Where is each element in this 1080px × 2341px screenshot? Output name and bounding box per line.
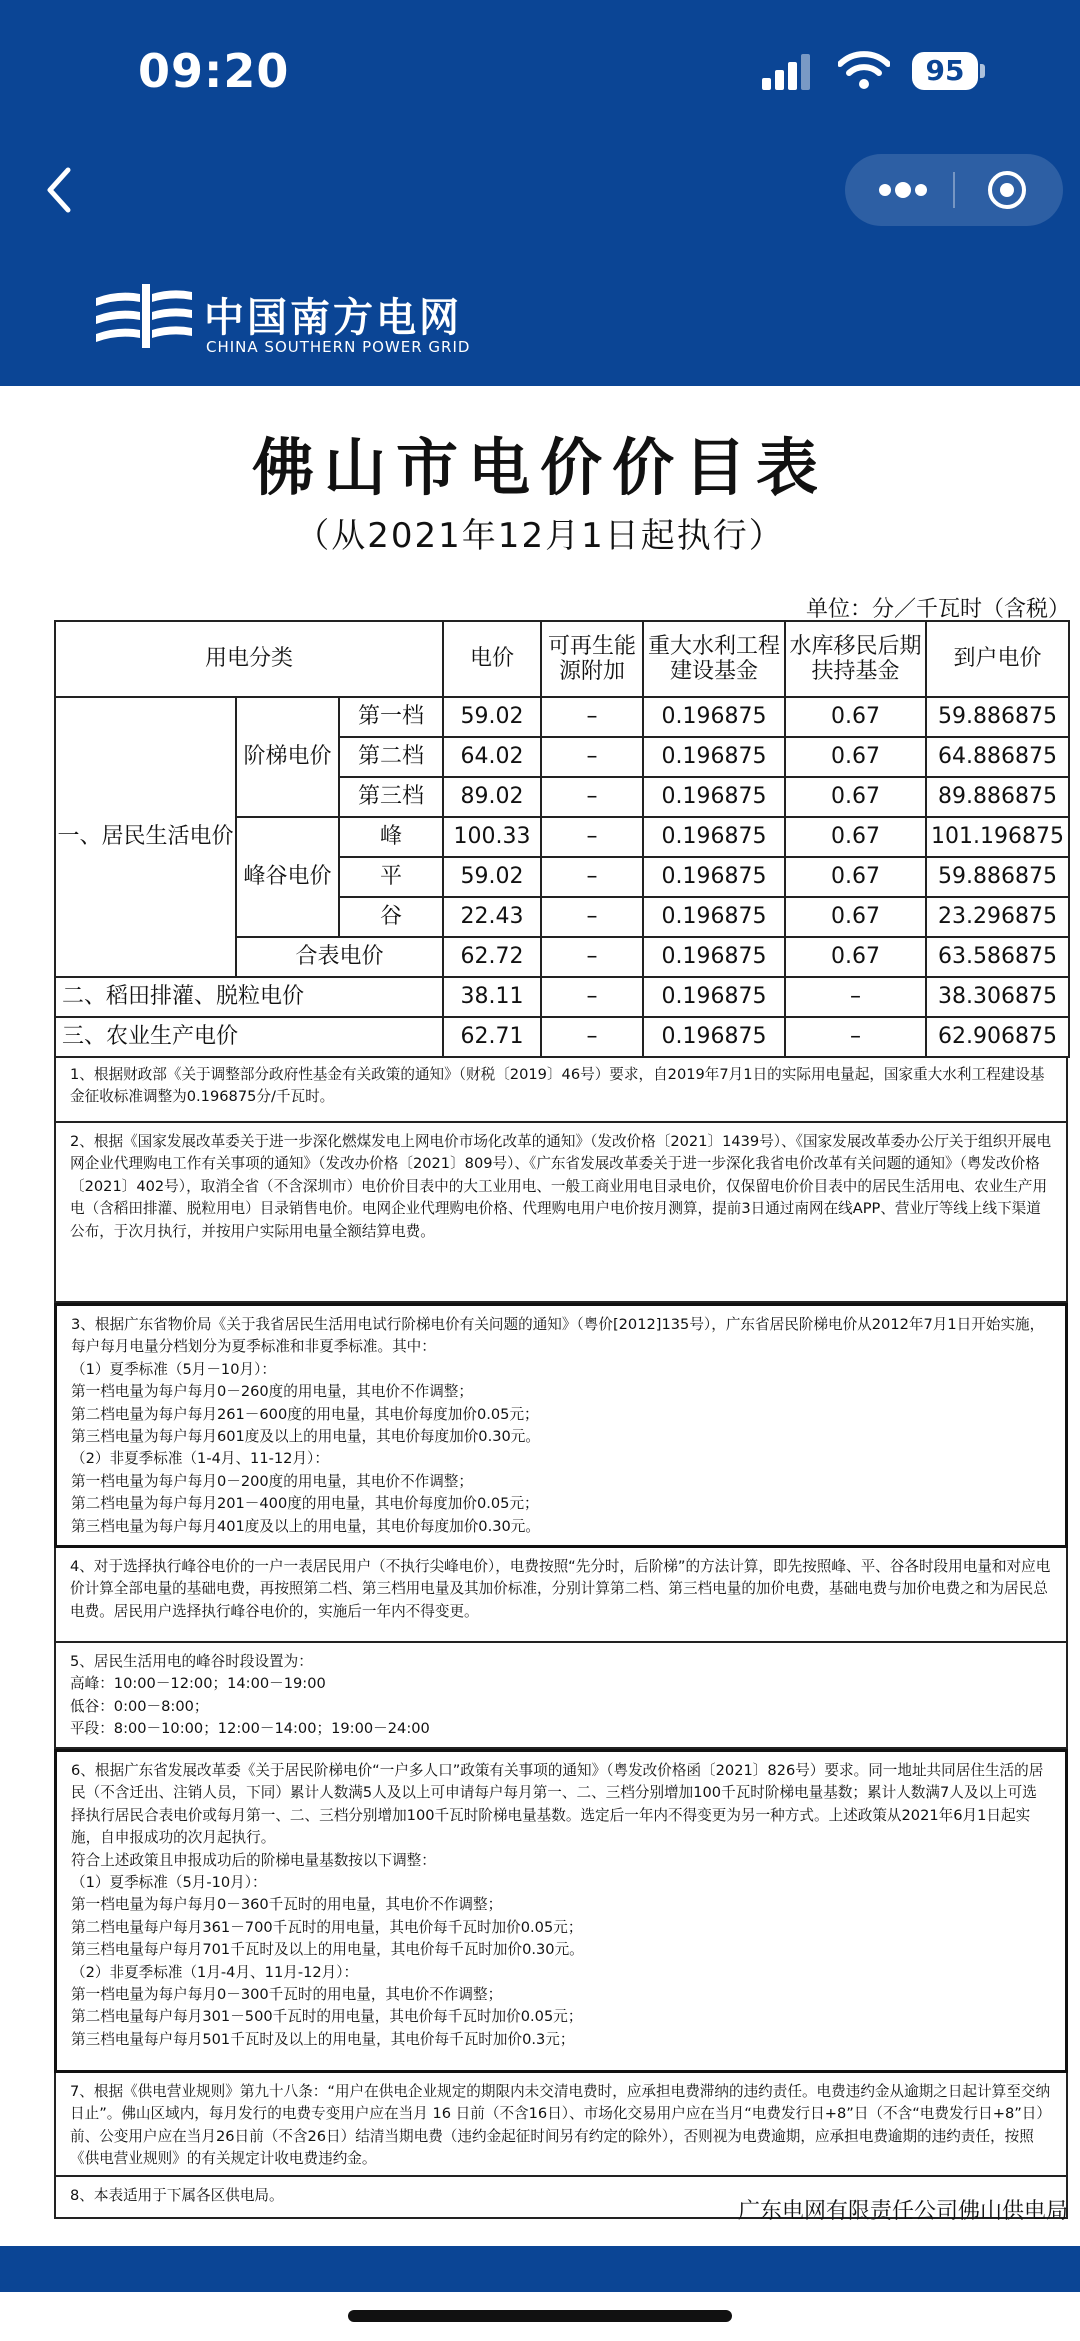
cell-water-fund: 0.196875 bbox=[643, 857, 785, 897]
header-renewable: 可再生能源附加 bbox=[541, 621, 643, 697]
peak-valley-category: 峰谷电价 bbox=[236, 817, 339, 937]
cell-final-price: 101.196875 bbox=[926, 817, 1069, 857]
header-category: 用电分类 bbox=[55, 621, 443, 697]
cell-water-fund: 0.196875 bbox=[643, 777, 785, 817]
resident-category: 一、居民生活电价 bbox=[55, 697, 236, 977]
cell-reservoir-fund: 0.67 bbox=[785, 897, 926, 937]
cell-final-price: 38.306875 bbox=[926, 977, 1069, 1017]
page-subtitle: （从2021年12月1日起执行） bbox=[295, 516, 785, 556]
combined-label: 合表电价 bbox=[236, 937, 443, 977]
header-final-price: 到户电价 bbox=[926, 621, 1069, 697]
cell-renewable: – bbox=[541, 937, 643, 977]
unit-label: 单位：分／千瓦时（含税） bbox=[805, 597, 1070, 622]
note-3: 3、根据广东省物价局《关于我省居民生活用电试行阶梯电价有关问题的通知》（粤价[2012]135号），广东省居民阶梯电价从2012年7月1日开始实施，每户每月电量分档划分为夏季标准和非夏季标准。其中： （1）夏季标准（5月－10月）： 第一档电量为每户每月0－260度的用电量，其电价不作调整； 第二档电量为每户每月261－600度的用电量，其电价每度加价0.05元； 第三档电量为每户每月601度及以上的用电量，其电价每度加价0.30元。 （2）非夏季标准（1-4月、11-12月）： 第一档电量为每户每月0－200度的用电量，其电价不作调整； 第二档电量为每户每月201－400度的用电量，其电价每度加价0.05元； 第三档电量为每户每月401度及以上的用电量，其电价每度加价0.30元。 bbox=[54, 1303, 1068, 1548]
cell-reservoir-fund: – bbox=[785, 977, 926, 1017]
header-water-fund: 重大水利工程建设基金 bbox=[643, 621, 785, 697]
cell-renewable: – bbox=[541, 977, 643, 1017]
agriculture-label: 三、农业生产电价 bbox=[55, 1017, 443, 1057]
cell-final-price: 63.586875 bbox=[926, 937, 1069, 977]
wifi-icon bbox=[838, 50, 890, 90]
cell-renewable: – bbox=[541, 897, 643, 937]
signal-icon bbox=[762, 52, 814, 90]
brand-name-cn: 中国南方电网 bbox=[204, 295, 462, 341]
note-5: 5、居民生活用电的峰谷时段设置为： 高峰：10:00－12:00；14:00－19:00 低谷：0:00－8:00； 平段：8:00－10:00；12:00－14:00；19:00－24:00 bbox=[54, 1643, 1068, 1749]
cell-final-price: 89.886875 bbox=[926, 777, 1069, 817]
battery-tip bbox=[980, 64, 985, 78]
cell-final-price: 59.886875 bbox=[926, 857, 1069, 897]
note-6: 6、根据广东省发展改革委《关于居民阶梯电价“一户多人口”政策有关事项的通知》（粤发改价格函〔2021〕826号）要求。同一地址共同居住生活的居民（不含迁出、注销人员，下同）累计人数满5人及以上可申请每户每月第一、二、三档分别增加100千瓦时阶梯电量基数；累计人数满7人及以上可选择执行居民合表电价或每月第一、二、三档分别增加100千瓦时阶梯电量基数。选定后一年内不得变更为另一种方式。上述政策从2021年6月1日起实施，自申报成功的次月起执行。 符合上述政策且申报成功后的阶梯电量基数按以下调整： （1）夏季标准（5月-10月）： 第一档电量为每户每月0－360千瓦时的用电量，其电价不作调整； 第二档电量每户每月361－700千瓦时的用电量，其电价每千瓦时加价0.05元； 第三档电量每户每月701千瓦时及以上的用电量，其电价每千瓦时加价0.30元。 （2）非夏季标准（1月-4月、11月-12月）： 第一档电量为每户每月0－300千瓦时的用电量，其电价不作调整； 第二档电量每户每月301－500千瓦时的用电量，其电价每千瓦时加价0.05元； 第三档电量每户每月501千瓦时及以上的用电量，其电价每千瓦时加价0.3元； bbox=[54, 1749, 1068, 2073]
note-2: 2、根据《国家发展改革委关于进一步深化燃煤发电上网电价市场化改革的通知》（发改价格〔2021〕1439号）、《国家发展改革委办公厅关于组织开展电网企业代理购电工作有关事项的通知》（发改办价格〔2021〕809号）、《广东省发展改革委关于进一步深化我省电价改革有关问题的通知》（粤发改价格〔2021〕402号），取消全省（不含深圳市）电价价目表中的大工业用电、一般工商业用电目录电价，仅保留电价价目表中的居民生活用电、农业生产用电（含稻田排灌、脱粒用电）目录销售电价。电网企业代理购电价格、代理购电用户电价按月测算，提前3日通过南网在线APP、营业厅等线上线下渠道公布，于次月执行，并按用户实际用电量全额结算电费。 bbox=[54, 1123, 1068, 1303]
battery-icon bbox=[912, 52, 978, 90]
home-indicator[interactable] bbox=[348, 2310, 732, 2322]
brand-name-en: CHINA SOUTHERN POWER GRID bbox=[206, 338, 471, 356]
note-1: 1、根据财政部《关于调整部分政府性基金有关政策的通知》（财税〔2019〕46号）要求，自2019年7月1日的实际用电量起，国家重大水利工程建设基金征收标准调整为0.196875分/千瓦时。 bbox=[54, 1056, 1068, 1123]
cell-final-price: 64.886875 bbox=[926, 737, 1069, 777]
table-header-row bbox=[55, 621, 1069, 697]
note-4: 4、对于选择执行峰谷电价的一户一表居民用户（不执行尖峰电价），电费按照“先分时，后阶梯”的方法计算，即先按照峰、平、谷各时段用电量和对应电价计算全部电量的基础电费，再按照第二档、第三档用电量及其加价标准，分别计算第二档、第三档电量的加价电费，基础电费与加价电费之和为居民总电费。居民用户选择执行峰谷电价的，实施后一年内不得变更。 bbox=[54, 1548, 1068, 1643]
row-sub-label: 第二档 bbox=[339, 737, 443, 777]
table-row bbox=[55, 977, 1069, 1017]
cell-price: 38.11 bbox=[443, 977, 541, 1017]
cell-water-fund: 0.196875 bbox=[643, 977, 785, 1017]
cell-renewable: – bbox=[541, 737, 643, 777]
cell-water-fund: 0.196875 bbox=[643, 937, 785, 977]
note-8: 8、本表适用于下属各区供电局。 bbox=[54, 2177, 1068, 2219]
notes-section bbox=[54, 1056, 1068, 2219]
cell-price: 100.33 bbox=[443, 817, 541, 857]
bottom-band bbox=[0, 2246, 1080, 2292]
cell-water-fund: 0.196875 bbox=[643, 737, 785, 777]
mini-program-capsule bbox=[845, 154, 1063, 226]
capsule-divider bbox=[953, 172, 955, 208]
row-sub-label: 峰 bbox=[339, 817, 443, 857]
more-dots-icon[interactable] bbox=[875, 176, 931, 204]
cell-price: 89.02 bbox=[443, 777, 541, 817]
cell-final-price: 59.886875 bbox=[926, 697, 1069, 737]
row-sub-label: 谷 bbox=[339, 897, 443, 937]
battery-level: 95 bbox=[925, 54, 965, 87]
tier-category: 阶梯电价 bbox=[236, 697, 339, 817]
cell-reservoir-fund: 0.67 bbox=[785, 857, 926, 897]
table-row bbox=[55, 697, 1069, 737]
note-7: 7、根据《供电营业规则》第九十八条：“用户在供电企业规定的期限内未交清电费时，应承担电费滞纳的违约责任。电费违约金从逾期之日起计算至交纳日止”。佛山区域内，每月发行的电费专变用户应在当月 16 日前（不含16日）、市场化交易用户应在当月“电费发行日+8”日（不含“电费发行日+8”日）前、公变用户应在当月26日前（不含26日）结清当期电费（违约金起征时间另有约定的除外），否则视为电费逾期，应承担电费逾期的违约责任，按照《供电营业规则》的有关规定计收电费违约金。 bbox=[54, 2073, 1068, 2177]
cell-renewable: – bbox=[541, 697, 643, 737]
cell-renewable: – bbox=[541, 1017, 643, 1057]
cell-reservoir-fund: 0.67 bbox=[785, 697, 926, 737]
row-sub-label: 第三档 bbox=[339, 777, 443, 817]
csg-logo-icon bbox=[88, 276, 198, 356]
cell-price: 59.02 bbox=[443, 697, 541, 737]
header-price: 电价 bbox=[443, 621, 541, 697]
header-reservoir-fund: 水库移民后期扶持基金 bbox=[785, 621, 926, 697]
close-target-icon[interactable] bbox=[985, 168, 1029, 212]
cell-water-fund: 0.196875 bbox=[643, 1017, 785, 1057]
status-time: 09:20 bbox=[138, 44, 290, 98]
issuer-signature: 广东电网有限责任公司佛山供电局 bbox=[737, 2199, 1068, 2224]
cell-reservoir-fund: 0.67 bbox=[785, 737, 926, 777]
cell-reservoir-fund: 0.67 bbox=[785, 817, 926, 857]
table-row bbox=[55, 1017, 1069, 1057]
back-arrow-icon[interactable] bbox=[34, 160, 84, 220]
cell-water-fund: 0.196875 bbox=[643, 697, 785, 737]
cell-renewable: – bbox=[541, 777, 643, 817]
cell-final-price: 23.296875 bbox=[926, 897, 1069, 937]
irrigation-label: 二、稻田排灌、脱粒电价 bbox=[55, 977, 443, 1017]
page-title: 佛山市电价价目表 bbox=[251, 431, 828, 504]
cell-price: 22.43 bbox=[443, 897, 541, 937]
cell-price: 59.02 bbox=[443, 857, 541, 897]
cell-reservoir-fund: 0.67 bbox=[785, 777, 926, 817]
cell-price: 62.72 bbox=[443, 937, 541, 977]
cell-reservoir-fund: – bbox=[785, 1017, 926, 1057]
header-bar bbox=[0, 0, 1080, 386]
cell-price: 64.02 bbox=[443, 737, 541, 777]
row-sub-label: 平 bbox=[339, 857, 443, 897]
row-sub-label: 第一档 bbox=[339, 697, 443, 737]
price-table bbox=[54, 620, 1070, 1058]
cell-renewable: – bbox=[541, 817, 643, 857]
cell-water-fund: 0.196875 bbox=[643, 817, 785, 857]
cell-final-price: 62.906875 bbox=[926, 1017, 1069, 1057]
cell-reservoir-fund: 0.67 bbox=[785, 937, 926, 977]
cell-renewable: – bbox=[541, 857, 643, 897]
cell-water-fund: 0.196875 bbox=[643, 897, 785, 937]
cell-price: 62.71 bbox=[443, 1017, 541, 1057]
